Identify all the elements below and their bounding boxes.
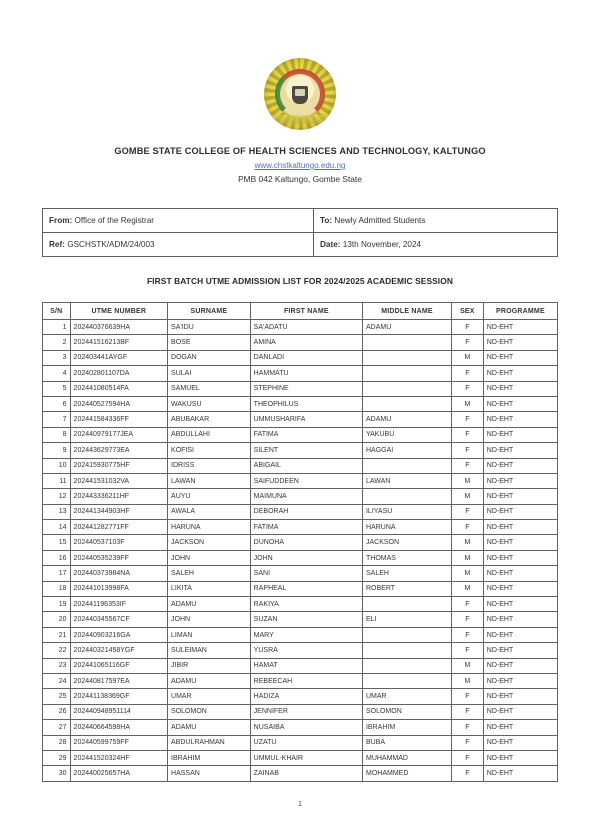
cell-sur: JOHN — [168, 550, 251, 565]
cell-mid — [362, 396, 451, 411]
cell-mid: ROBERT — [362, 581, 451, 596]
cell-sex: M — [451, 473, 483, 488]
table-row — [43, 550, 558, 565]
table-row — [43, 489, 558, 504]
logo-container — [0, 0, 600, 130]
cell-utme: 202440373984NA — [70, 566, 167, 581]
cell-utme: 202440537103F — [70, 535, 167, 550]
column-header-surname: SURNAME — [168, 303, 251, 320]
cell-sur: SULAI — [168, 366, 251, 381]
cell-sur: HARUNA — [168, 520, 251, 535]
cell-sex: F — [451, 443, 483, 458]
cell-sex: F — [451, 412, 483, 427]
cell-prog: ND-EHT — [483, 689, 557, 704]
admission-list-container — [42, 302, 558, 782]
cell-sn: 24 — [43, 673, 71, 688]
table-row — [43, 520, 558, 535]
cell-utme: 202441520324HF — [70, 750, 167, 765]
column-header-s-n: S/N — [43, 303, 71, 320]
cell-utme: 202440948951114 — [70, 704, 167, 719]
cell-first: HAMAT — [250, 658, 362, 673]
cell-prog: ND-EHT — [483, 443, 557, 458]
cell-sn: 7 — [43, 412, 71, 427]
cell-mid — [362, 458, 451, 473]
cell-sur: JACKSON — [168, 535, 251, 550]
cell-sex: F — [451, 366, 483, 381]
cell-first: RAKIYA — [250, 597, 362, 612]
cell-prog: ND-EHT — [483, 427, 557, 442]
cell-mid: MOHAMMED — [362, 766, 451, 781]
cell-prog: ND-EHT — [483, 550, 557, 565]
cell-sur: SALEH — [168, 566, 251, 581]
memo-date-value: 13th November, 2024 — [342, 240, 422, 249]
cell-sn: 17 — [43, 566, 71, 581]
memo-row-ref-date — [43, 233, 558, 257]
cell-mid: BUBA — [362, 735, 451, 750]
cell-sn: 11 — [43, 473, 71, 488]
cell-sur: DOGAN — [168, 350, 251, 365]
cell-sur: LIMAN — [168, 627, 251, 642]
cell-prog: ND-EHT — [483, 520, 557, 535]
organization-title: GOMBE STATE COLLEGE OF HEALTH SCIENCES AND TECHNOLOGY, KALTUNGO — [114, 146, 486, 156]
cell-prog: ND-EHT — [483, 612, 557, 627]
cell-sn: 12 — [43, 489, 71, 504]
cell-mid — [362, 627, 451, 642]
cell-utme: 202440817597EA — [70, 673, 167, 688]
table-row — [43, 381, 558, 396]
cell-mid — [362, 350, 451, 365]
cell-sn: 22 — [43, 643, 71, 658]
cell-first: FATIMA — [250, 520, 362, 535]
cell-sn: 21 — [43, 627, 71, 642]
cell-utme: 202443336211HF — [70, 489, 167, 504]
cell-sn: 19 — [43, 597, 71, 612]
cell-first: UMMUL-KHAIR — [250, 750, 362, 765]
cell-sex: F — [451, 458, 483, 473]
table-row — [43, 643, 558, 658]
cell-prog: ND-EHT — [483, 566, 557, 581]
cell-first: JOHN — [250, 550, 362, 565]
cell-sex: F — [451, 720, 483, 735]
cell-sex: F — [451, 427, 483, 442]
cell-mid: ADAMU — [362, 320, 451, 335]
cell-sn: 18 — [43, 581, 71, 596]
table-row — [43, 735, 558, 750]
cell-sex: M — [451, 535, 483, 550]
cell-sn: 26 — [43, 704, 71, 719]
cell-mid — [362, 489, 451, 504]
cell-utme: 202440535239FF — [70, 550, 167, 565]
cell-sur: IDRISS — [168, 458, 251, 473]
cell-sur: ADAMU — [168, 597, 251, 612]
cell-utme: 202440903216GA — [70, 627, 167, 642]
cell-utme: 202441080514FA — [70, 381, 167, 396]
cell-mid — [362, 643, 451, 658]
cell-prog: ND-EHT — [483, 458, 557, 473]
table-row — [43, 427, 558, 442]
cell-prog: ND-EHT — [483, 766, 557, 781]
cell-prog: ND-EHT — [483, 720, 557, 735]
cell-mid: THOMAS — [362, 550, 451, 565]
table-row — [43, 473, 558, 488]
cell-first: JENNIFER — [250, 704, 362, 719]
memo-cell-to — [314, 209, 558, 233]
memo-cell-from — [43, 209, 314, 233]
cell-prog: ND-EHT — [483, 335, 557, 350]
table-row — [43, 750, 558, 765]
cell-sex: M — [451, 489, 483, 504]
cell-sex: F — [451, 520, 483, 535]
table-row — [43, 689, 558, 704]
college-crest-icon — [264, 58, 336, 130]
cell-sex: F — [451, 627, 483, 642]
cell-mid — [362, 335, 451, 350]
cell-first: NUSAIBA — [250, 720, 362, 735]
table-row — [43, 658, 558, 673]
cell-first: HADIZA — [250, 689, 362, 704]
cell-sur: SOLOMON — [168, 704, 251, 719]
cell-prog: ND-EHT — [483, 658, 557, 673]
cell-sex: F — [451, 704, 483, 719]
cell-sur: ABUBAKAR — [168, 412, 251, 427]
cell-prog: ND-EHT — [483, 350, 557, 365]
cell-prog: ND-EHT — [483, 412, 557, 427]
cell-first: DANLADI — [250, 350, 362, 365]
table-row — [43, 627, 558, 642]
cell-prog: ND-EHT — [483, 735, 557, 750]
cell-utme: 202440527594HA — [70, 396, 167, 411]
memo-ref-label: Ref: — [49, 240, 65, 249]
cell-prog: ND-EHT — [483, 381, 557, 396]
cell-sex: F — [451, 643, 483, 658]
cell-sur: ADAMU — [168, 673, 251, 688]
cell-mid: HAGGAI — [362, 443, 451, 458]
cell-utme: 202440025657HA — [70, 766, 167, 781]
cell-prog: ND-EHT — [483, 396, 557, 411]
table-row — [43, 704, 558, 719]
memo-row-from-to — [43, 209, 558, 233]
cell-first: UMMUSHARIFA — [250, 412, 362, 427]
cell-sex: F — [451, 766, 483, 781]
cell-first: SANI — [250, 566, 362, 581]
table-header-row — [43, 303, 558, 320]
cell-mid: SOLOMON — [362, 704, 451, 719]
cell-utme: 202441344903HF — [70, 504, 167, 519]
cell-sn: 14 — [43, 520, 71, 535]
cell-sur: UMAR — [168, 689, 251, 704]
cell-prog: ND-EHT — [483, 673, 557, 688]
cell-sex: M — [451, 396, 483, 411]
cell-first: ABIGAIL — [250, 458, 362, 473]
cell-sn: 16 — [43, 550, 71, 565]
column-header-middle-name: MIDDLE NAME — [362, 303, 451, 320]
cell-first: DEBORAH — [250, 504, 362, 519]
cell-first: FATIMA — [250, 427, 362, 442]
table-row — [43, 443, 558, 458]
cell-first: UZATU — [250, 735, 362, 750]
cell-prog: ND-EHT — [483, 627, 557, 642]
table-row — [43, 412, 558, 427]
cell-sn: 1 — [43, 320, 71, 335]
cell-sn: 9 — [43, 443, 71, 458]
cell-sex: F — [451, 735, 483, 750]
cell-sn: 2 — [43, 335, 71, 350]
cell-utme: 202440376639HA — [70, 320, 167, 335]
cell-first: MAIMUNA — [250, 489, 362, 504]
table-row — [43, 458, 558, 473]
cell-sur: ABDULLAHI — [168, 427, 251, 442]
cell-sn: 6 — [43, 396, 71, 411]
document-title: FIRST BATCH UTME ADMISSION LIST FOR 2024/2025 ACADEMIC SESSION — [146, 276, 454, 286]
cell-sex: F — [451, 612, 483, 627]
cell-sur: WAKUSU — [168, 396, 251, 411]
cell-prog: ND-EHT — [483, 597, 557, 612]
cell-sn: 30 — [43, 766, 71, 781]
cell-first: DUNOHA — [250, 535, 362, 550]
cell-first: SUZAN — [250, 612, 362, 627]
cell-mid: YAKUBU — [362, 427, 451, 442]
cell-first: REBEECAH — [250, 673, 362, 688]
cell-mid: HARUNA — [362, 520, 451, 535]
table-head — [43, 303, 558, 320]
cell-sn: 8 — [43, 427, 71, 442]
cell-sn: 29 — [43, 750, 71, 765]
cell-mid — [362, 366, 451, 381]
cell-sn: 23 — [43, 658, 71, 673]
cell-first: RAPHEAL — [250, 581, 362, 596]
cell-sex: F — [451, 320, 483, 335]
cell-sex: F — [451, 381, 483, 396]
table-row — [43, 766, 558, 781]
cell-prog: ND-EHT — [483, 504, 557, 519]
cell-first: AMINA — [250, 335, 362, 350]
cell-sur: JOHN — [168, 612, 251, 627]
table-row — [43, 673, 558, 688]
cell-sn: 5 — [43, 381, 71, 396]
cell-sex: M — [451, 566, 483, 581]
cell-utme: 202441531032VA — [70, 473, 167, 488]
table-row — [43, 320, 558, 335]
cell-first: STEPHINE — [250, 381, 362, 396]
column-header-utme-number: UTME NUMBER — [70, 303, 167, 320]
cell-sur: KOFISI — [168, 443, 251, 458]
memo-to-value: Newly Admitted Students — [334, 216, 426, 225]
cell-sex: F — [451, 597, 483, 612]
table-row — [43, 581, 558, 596]
cell-sex: F — [451, 689, 483, 704]
cell-utme: 202415930775HF — [70, 458, 167, 473]
cell-sur: SAMUEL — [168, 381, 251, 396]
table-row — [43, 396, 558, 411]
cell-mid — [362, 381, 451, 396]
memo-ref-value: GSCHSTK/ADM/24/003 — [67, 240, 155, 249]
table-row — [43, 366, 558, 381]
cell-prog: ND-EHT — [483, 473, 557, 488]
cell-mid: IBRAHIM — [362, 720, 451, 735]
cell-mid: UMAR — [362, 689, 451, 704]
cell-sex: F — [451, 750, 483, 765]
cell-sn: 10 — [43, 458, 71, 473]
cell-utme: 202440321458YGF — [70, 643, 167, 658]
cell-mid: LAWAN — [362, 473, 451, 488]
cell-utme: 202441065116GF — [70, 658, 167, 673]
cell-first: YUSRA — [250, 643, 362, 658]
cell-first: ZAINAB — [250, 766, 362, 781]
cell-utme: 202443629773EA — [70, 443, 167, 458]
cell-sn: 3 — [43, 350, 71, 365]
table-row — [43, 612, 558, 627]
cell-sur: LIKITA — [168, 581, 251, 596]
column-header-first-name: FIRST NAME — [250, 303, 362, 320]
cell-sn: 28 — [43, 735, 71, 750]
cell-first: SAIFUDDEEN — [250, 473, 362, 488]
cell-sur: JIBIR — [168, 658, 251, 673]
cell-prog: ND-EHT — [483, 366, 557, 381]
page-number: 1 — [297, 799, 303, 808]
cell-utme: 202441282771FF — [70, 520, 167, 535]
cell-first: HAMMATU — [250, 366, 362, 381]
memo-cell-date — [314, 233, 558, 257]
cell-mid — [362, 673, 451, 688]
cell-sn: 15 — [43, 535, 71, 550]
cell-sur: HASSAN — [168, 766, 251, 781]
cell-prog: ND-EHT — [483, 489, 557, 504]
cell-sn: 13 — [43, 504, 71, 519]
column-header-programme: PROGRAMME — [483, 303, 557, 320]
organization-address: PMB 042 Kaltungo, Gombe State — [238, 174, 362, 184]
cell-sex: F — [451, 504, 483, 519]
cell-first: THEOPHILUS — [250, 396, 362, 411]
cell-utme: 202441584336FF — [70, 412, 167, 427]
cell-sur: SA'IDU — [168, 320, 251, 335]
cell-utme: 202402801107DA — [70, 366, 167, 381]
cell-sur: IBRAHIM — [168, 750, 251, 765]
cell-prog: ND-EHT — [483, 750, 557, 765]
cell-utme: 202441013998FA — [70, 581, 167, 596]
cell-sex: M — [451, 658, 483, 673]
table-row — [43, 720, 558, 735]
column-header-sex: SEX — [451, 303, 483, 320]
cell-sex: M — [451, 550, 483, 565]
cell-sn: 25 — [43, 689, 71, 704]
cell-mid: ILIYASU — [362, 504, 451, 519]
table-row — [43, 504, 558, 519]
table-body — [43, 320, 558, 782]
memo-header-table — [42, 208, 558, 257]
cell-sex: M — [451, 581, 483, 596]
cell-sur: LAWAN — [168, 473, 251, 488]
table-row — [43, 597, 558, 612]
memo-from-label: From: — [49, 216, 73, 225]
memo-cell-ref — [43, 233, 314, 257]
cell-mid: JACKSON — [362, 535, 451, 550]
cell-first: SILENT — [250, 443, 362, 458]
cell-sn: 20 — [43, 612, 71, 627]
cell-mid: SALEH — [362, 566, 451, 581]
cell-prog: ND-EHT — [483, 643, 557, 658]
cell-sn: 4 — [43, 366, 71, 381]
cell-utme: 202441138369GF — [70, 689, 167, 704]
cell-utme: 202441196353IF — [70, 597, 167, 612]
cell-sur: SULEIMAN — [168, 643, 251, 658]
cell-mid — [362, 597, 451, 612]
cell-first: MARY — [250, 627, 362, 642]
cell-sur: BOSE — [168, 335, 251, 350]
cell-sex: M — [451, 350, 483, 365]
organization-website-link[interactable]: www.chstkaltungo.edu.ng — [254, 161, 346, 170]
memo-date-label: Date: — [320, 240, 341, 249]
cell-sur: ADAMU — [168, 720, 251, 735]
cell-mid: ADAMU — [362, 412, 451, 427]
cell-utme: 202440979177JEA — [70, 427, 167, 442]
table-row — [43, 350, 558, 365]
cell-sex: M — [451, 673, 483, 688]
cell-sur: ABDULRAHMAN — [168, 735, 251, 750]
table-row — [43, 566, 558, 581]
cell-sur: AWALA — [168, 504, 251, 519]
cell-sur: AUYU — [168, 489, 251, 504]
cell-mid — [362, 658, 451, 673]
cell-mid: ELI — [362, 612, 451, 627]
cell-utme: 202440599759FF — [70, 735, 167, 750]
cell-sn: 27 — [43, 720, 71, 735]
memo-from-value: Office of the Registrar — [74, 216, 154, 225]
admission-list-table — [42, 302, 558, 782]
cell-utme: 202440345567CF — [70, 612, 167, 627]
table-row — [43, 335, 558, 350]
cell-prog: ND-EHT — [483, 535, 557, 550]
memo-to-label: To: — [320, 216, 333, 225]
table-row — [43, 535, 558, 550]
cell-prog: ND-EHT — [483, 320, 557, 335]
cell-utme: 202441516213BF — [70, 335, 167, 350]
cell-utme: 202403441AYGF — [70, 350, 167, 365]
cell-utme: 202440664598HA — [70, 720, 167, 735]
cell-prog: ND-EHT — [483, 704, 557, 719]
cell-sex: F — [451, 335, 483, 350]
cell-prog: ND-EHT — [483, 581, 557, 596]
cell-first: SA'ADATU — [250, 320, 362, 335]
cell-mid: MUHAMMAD — [362, 750, 451, 765]
